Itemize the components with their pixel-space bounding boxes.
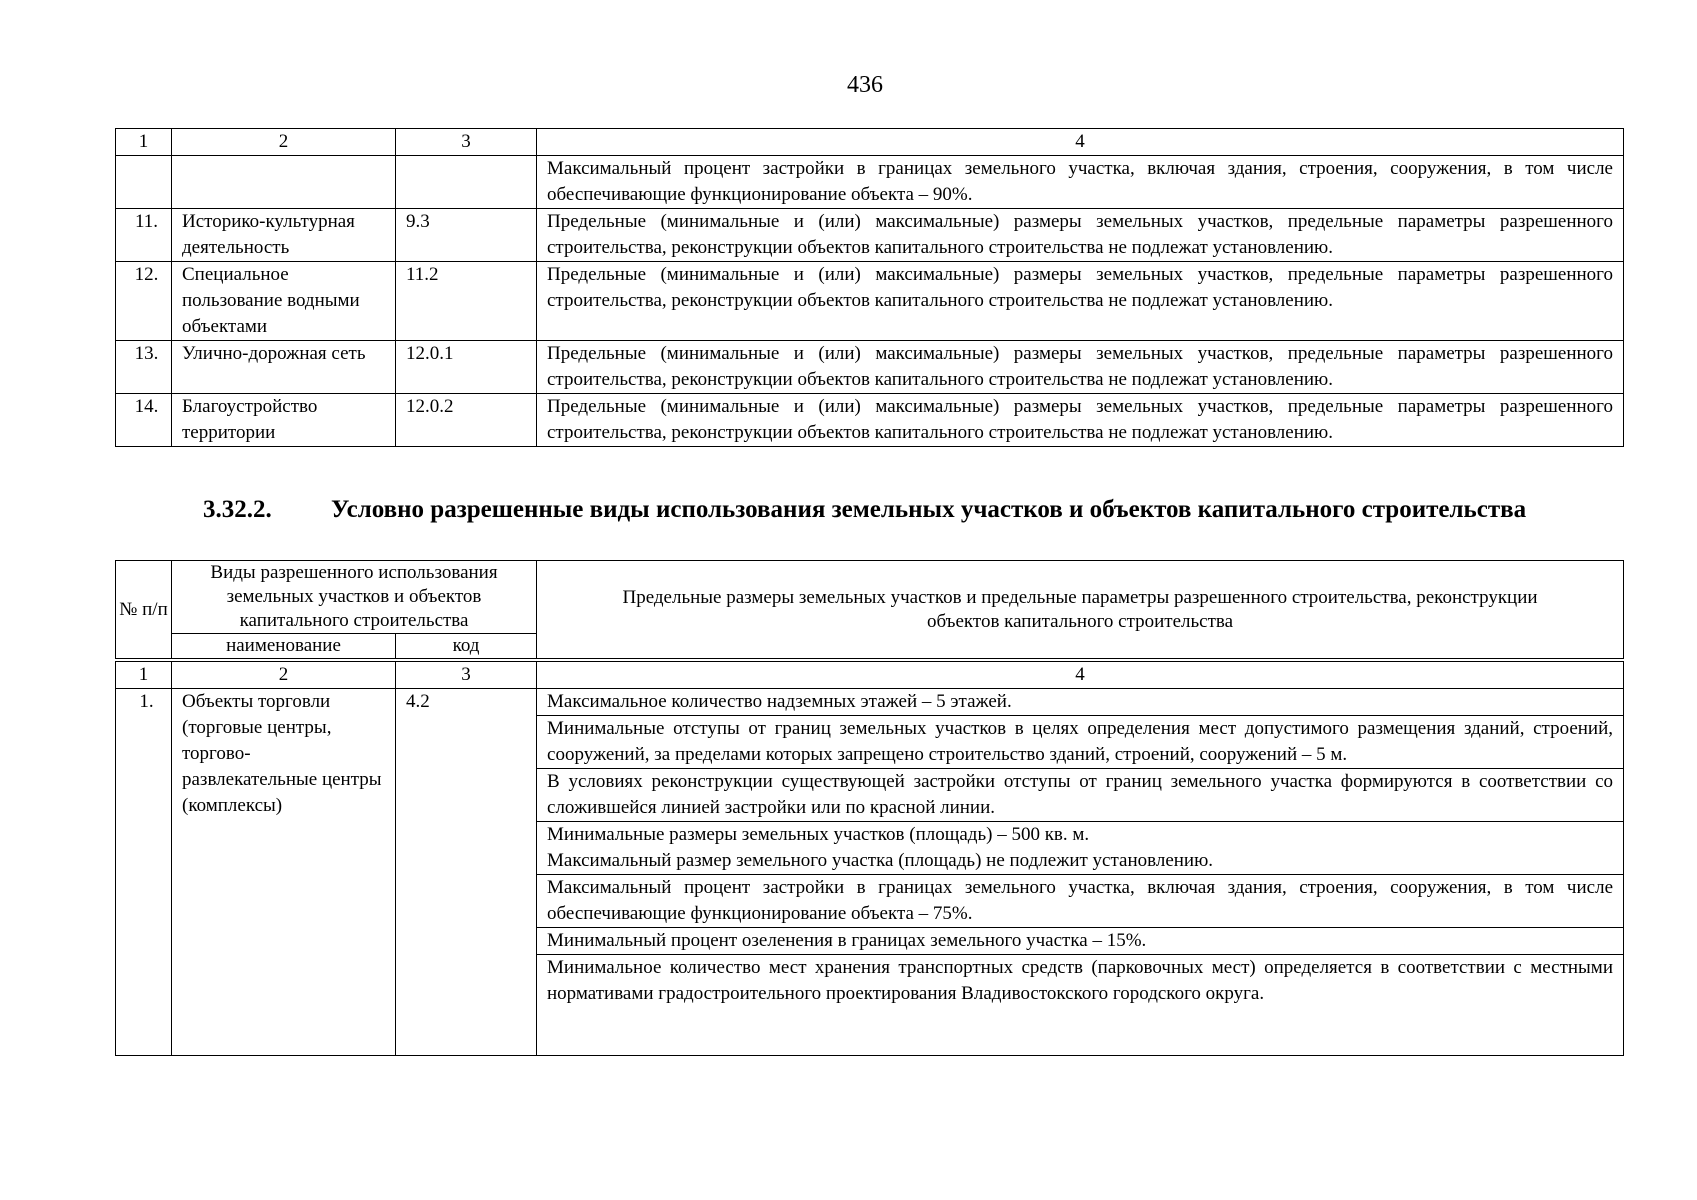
header-row: [116, 561, 1624, 634]
table-row: [116, 209, 1624, 262]
row-number: 14.: [116, 394, 172, 447]
row-number: 11.: [116, 209, 172, 262]
parameter-text: Предельные (минимальные и (или) максимальные) размеры земельных участков, предельные параметры разрешенного строительства, реконструкции объектов капитального строительства не подлежат установлению.: [537, 341, 1624, 394]
table-row: [116, 156, 1624, 209]
use-type-code: 12.0.2: [396, 394, 537, 447]
page-number: 436: [847, 72, 883, 98]
table-row: [116, 341, 1624, 394]
column-number: 2: [172, 660, 396, 689]
parameter-text: Максимальный процент застройки в границах земельного участка, включая здания, строения, сооружения, в том числе обеспечивающие функционирование объекта – 75%.: [537, 875, 1624, 928]
row-number: 1.: [116, 689, 172, 1056]
column-number: 4: [537, 660, 1624, 689]
parameter-text: Максимальное количество надземных этажей – 5 этажей.: [537, 689, 1624, 716]
parameter-text: Минимальное количество мест хранения транспортных средств (парковочных мест) определяется в соответствии с местными нормативами градостроительного проектирования Владивостокского городского округа.: [537, 955, 1624, 1056]
params-header: Предельные размеры земельных участков и предельные параметры разрешенного строительства, реконструкции объектов капитального строительства: [537, 561, 1624, 661]
use-type-code: 12.0.1: [396, 341, 537, 394]
use-type-name: Объекты торговли (торговые центры, торгово-развлекательные центры (комплексы): [172, 689, 396, 1056]
use-type-code: 4.2: [396, 689, 537, 1056]
code-header: код: [396, 634, 537, 661]
section-number: 3.32.2.: [203, 496, 272, 523]
table-row: [116, 394, 1624, 447]
column-number: 1: [116, 660, 172, 689]
column-number: 3: [396, 129, 537, 156]
column-number: 2: [172, 129, 396, 156]
use-types-header: Виды разрешенного использования земельных участков и объектов капитального строительства: [172, 561, 537, 634]
land-use-table-continuation: [115, 128, 1624, 447]
use-type-code: 11.2: [396, 262, 537, 341]
name-header: наименование: [172, 634, 396, 661]
conditional-use-table: [115, 560, 1624, 1056]
parameter-text: Максимальный процент застройки в границах земельного участка, включая здания, строения, сооружения, в том числе обеспечивающие функционирование объекта – 90%.: [537, 156, 1624, 209]
parameter-text: Минимальные размеры земельных участков (площадь) – 500 кв. м.: [547, 824, 1090, 845]
table-row: [116, 262, 1624, 341]
use-type-name: Улично-дорожная сеть: [172, 341, 396, 394]
column-number: 1: [116, 129, 172, 156]
row-number: 13.: [116, 341, 172, 394]
use-type-name: Специальное пользование водными объектами: [172, 262, 396, 341]
use-type-name: Благоустройство территории: [172, 394, 396, 447]
section-heading: [203, 494, 1623, 526]
use-type-name: Историко-культурная деятельность: [172, 209, 396, 262]
parameter-text: Предельные (минимальные и (или) максимальные) размеры земельных участков, предельные параметры разрешенного строительства, реконструкции объектов капитального строительства не подлежат установлению.: [537, 394, 1624, 447]
parameter-text: Минимальные отступы от границ земельных участков в целях определения мест допустимого размещения зданий, строений, сооружений, за пределами которых запрещено строительство зданий, строений, сооружений – 5 м.: [537, 716, 1624, 769]
column-number-row: [116, 129, 1624, 156]
column-number: 4: [537, 129, 1624, 156]
parameter-text: В условиях реконструкции существующей застройки отступы от границ земельного участка формируются в соответствии со сложившейся линией застройки или по красной линии.: [537, 769, 1624, 822]
use-type-code: 9.3: [396, 209, 537, 262]
num-header: № п/п: [116, 561, 172, 661]
section-title: Условно разрешенные виды использования земельных участков и объектов капитального строительства: [331, 496, 1527, 523]
parameter-text: Предельные (минимальные и (или) максимальные) размеры земельных участков, предельные параметры разрешенного строительства, реконструкции объектов капитального строительства не подлежат установлению.: [537, 209, 1624, 262]
row-number: 12.: [116, 262, 172, 341]
parameter-text: Максимальный размер земельного участка (площадь) не подлежит установлению.: [547, 850, 1214, 871]
parameter-cell: [537, 822, 1624, 875]
table-row: [116, 689, 1624, 716]
parameter-text: Предельные (минимальные и (или) максимальные) размеры земельных участков, предельные параметры разрешенного строительства, реконструкции объектов капитального строительства не подлежат установлению.: [537, 262, 1624, 341]
column-number-row: [116, 660, 1624, 689]
column-number: 3: [396, 660, 537, 689]
parameter-text: Минимальный процент озеленения в границах земельного участка – 15%.: [537, 928, 1624, 955]
